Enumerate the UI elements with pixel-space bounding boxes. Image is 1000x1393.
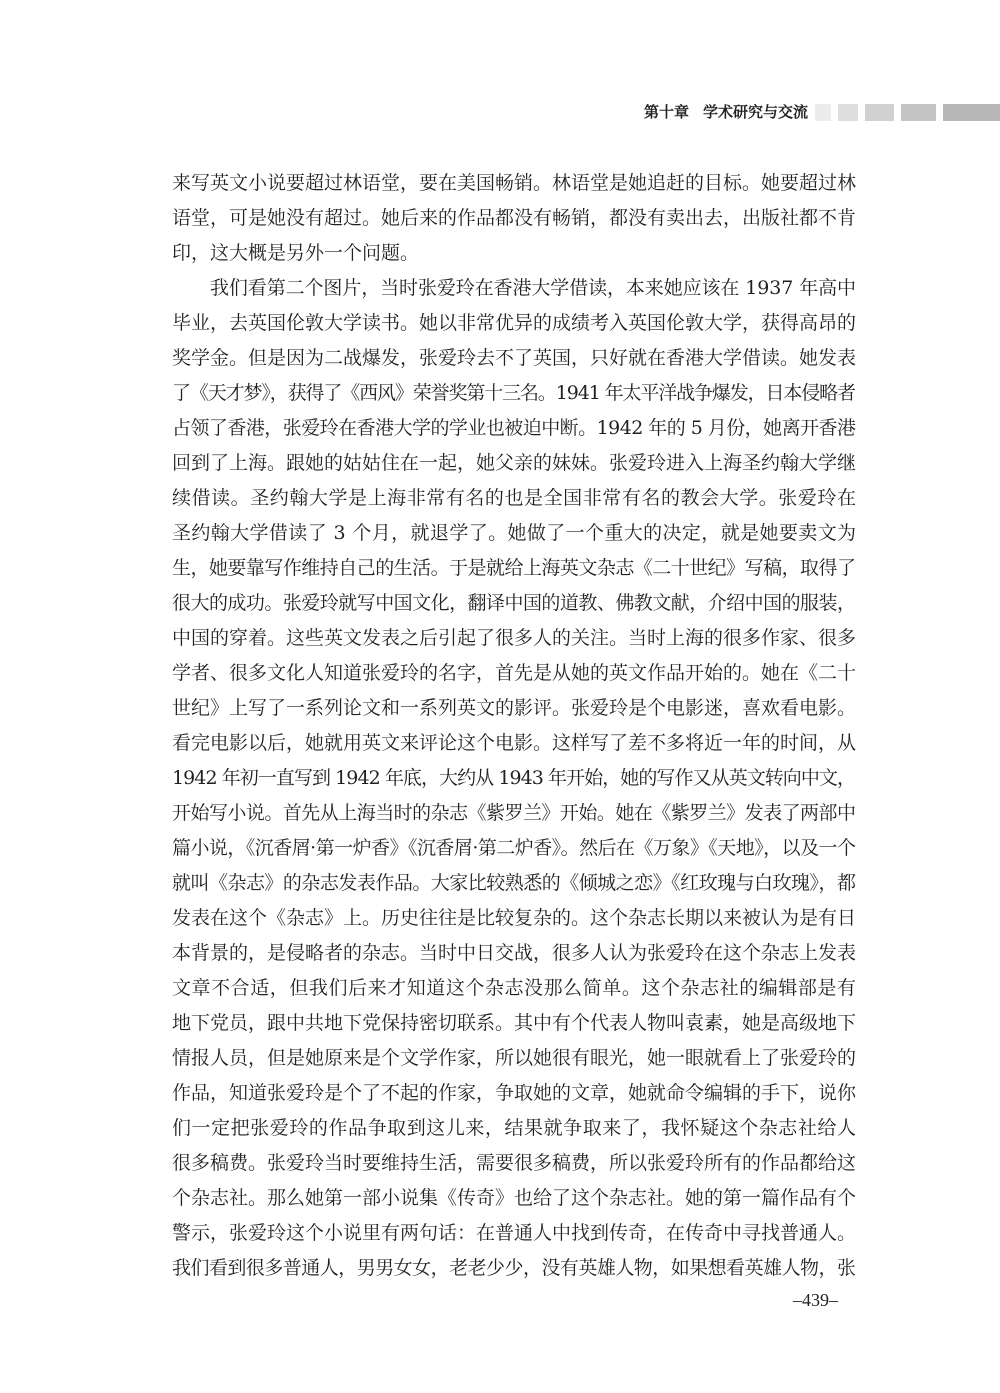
text-line: 发表在这个《杂志》上。历史往往是比较复杂的。这个杂志长期以来被认为是有日	[172, 907, 856, 929]
text-line: 看完电影以后，她就用英文来评论这个电影。这样写了差不多将近一年的时间，从	[172, 732, 856, 754]
text-line: 来写英文小说要超过林语堂，要在美国畅销。林语堂是她追赶的目标。她要超过林	[172, 172, 856, 194]
text-line: 中国的穿着。这些英文发表之后引起了很多人的关注。当时上海的很多作家、很多	[172, 627, 856, 649]
text-line: 生，她要靠写作维持自己的生活。于是就给上海英文杂志《二十世纪》写稿，取得了	[172, 557, 856, 579]
text-line: 续借读。圣约翰大学是上海非常有名的也是全国非常有名的教会大学。张爱玲在	[172, 487, 857, 509]
text-line: 我们看第二个图片，当时张爱玲在香港大学借读，本来她应该在 1937 年高中	[210, 277, 856, 299]
header-gray-block	[815, 104, 831, 121]
chapter-number: 第十章	[643, 103, 689, 121]
text-line: 印，这大概是另外一个问题。	[172, 242, 420, 264]
text-line: 地下党员，跟中共地下党保持密切联系。其中有个代表人物叫袁素，她是高级地下	[172, 1012, 856, 1034]
text-line: 开始写小说。首先从上海当时的杂志《紫罗兰》开始。她在《紫罗兰》发表了两部中	[172, 802, 856, 824]
text-line: 本背景的，是侵略者的杂志。当时中日交战，很多人认为张爱玲在这个杂志上发表	[172, 942, 856, 964]
header-gray-block	[838, 104, 858, 121]
text-line: 圣约翰大学借读了 3 个月，就退学了。她做了一个重大的决定，就是她要卖文为	[172, 522, 857, 544]
text-line: 个杂志社。那么她第一部小说集《传奇》也给了这个杂志社。她的第一篇作品有个	[172, 1187, 856, 1209]
running-header	[644, 102, 808, 122]
paragraph	[172, 271, 856, 1286]
text-line: 回到了上海。跟她的姑姑住在一起，她父亲的妹妹。张爱玲进入上海圣约翰大学继	[172, 452, 856, 474]
text-line: 世纪》上写了一系列论文和一系列英文的影评。张爱玲是个电影迷，喜欢看电影。	[172, 697, 856, 719]
text-line: 们一定把张爱玲的作品争取到这儿来，结果就争取来了，我怀疑这个杂志社给人	[172, 1117, 857, 1139]
chapter-title: 学术研究与交流	[702, 103, 808, 121]
text-line: 占领了香港，张爱玲在香港大学的学业也被迫中断。1942 年的 5 月份，她离开香港	[172, 417, 856, 439]
text-line: 很大的成功。张爱玲就写中国文化，翻译中国的道教、佛教文献，介绍中国的服装，	[172, 592, 856, 614]
text-line: 篇小说，《沉香屑·第一炉香》《沉香屑·第二炉香》。然后在《万象》《天地》，以及一个	[172, 837, 856, 859]
header-gray-block	[901, 104, 936, 121]
text-line: 情报人员，但是她原来是个文学作家，所以她很有眼光，她一眼就看上了张爱玲的	[172, 1047, 856, 1069]
text-line: 警示，张爱玲这个小说里有两句话：在普通人中找到传奇，在传奇中寻找普通人。	[172, 1222, 856, 1244]
text-line: 学者、很多文化人知道张爱玲的名字，首先是从她的英文作品开始的。她在《二十	[172, 662, 856, 684]
text-line: 文章不合适，但我们后来才知道这个杂志没那么简单。这个杂志社的编辑部是有	[172, 977, 857, 999]
text-line: 就叫《杂志》的杂志发表作品。大家比较熟悉的《倾城之恋》《红玫瑰与白玫瑰》，都	[172, 872, 856, 894]
body-text	[172, 166, 856, 1286]
text-line: 1942 年初一直写到 1942 年底，大约从 1943 年开始，她的写作又从英文转向中文，	[172, 767, 856, 789]
text-line: 我们看到很多普通人，男男女女，老老少少，没有英雄人物，如果想看英雄人物，张	[172, 1257, 856, 1279]
text-line: 语堂，可是她没有超过。她后来的作品都没有畅销，都没有卖出去，出版社都不肯	[172, 207, 856, 229]
page-number: –439–	[793, 1290, 838, 1310]
header-gray-block	[943, 104, 1000, 121]
text-line: 毕业，去英国伦敦大学读书。她以非常优异的成绩考入英国伦敦大学，获得高昂的	[172, 312, 856, 334]
text-line: 作品，知道张爱玲是个了不起的作家，争取她的文章，她就命令编辑的手下，说你	[172, 1082, 856, 1104]
text-line: 了《天才梦》，获得了《西风》荣誉奖第十三名。1941 年太平洋战争爆发，日本侵略者	[172, 382, 855, 404]
text-line: 奖学金。但是因为二战爆发，张爱玲去不了英国，只好就在香港大学借读。她发表	[172, 347, 856, 369]
text-line: 很多稿费。张爱玲当时要维持生活，需要很多稿费，所以张爱玲所有的作品都给这	[172, 1152, 856, 1174]
paragraph	[172, 166, 856, 271]
header-gray-block	[865, 104, 894, 121]
